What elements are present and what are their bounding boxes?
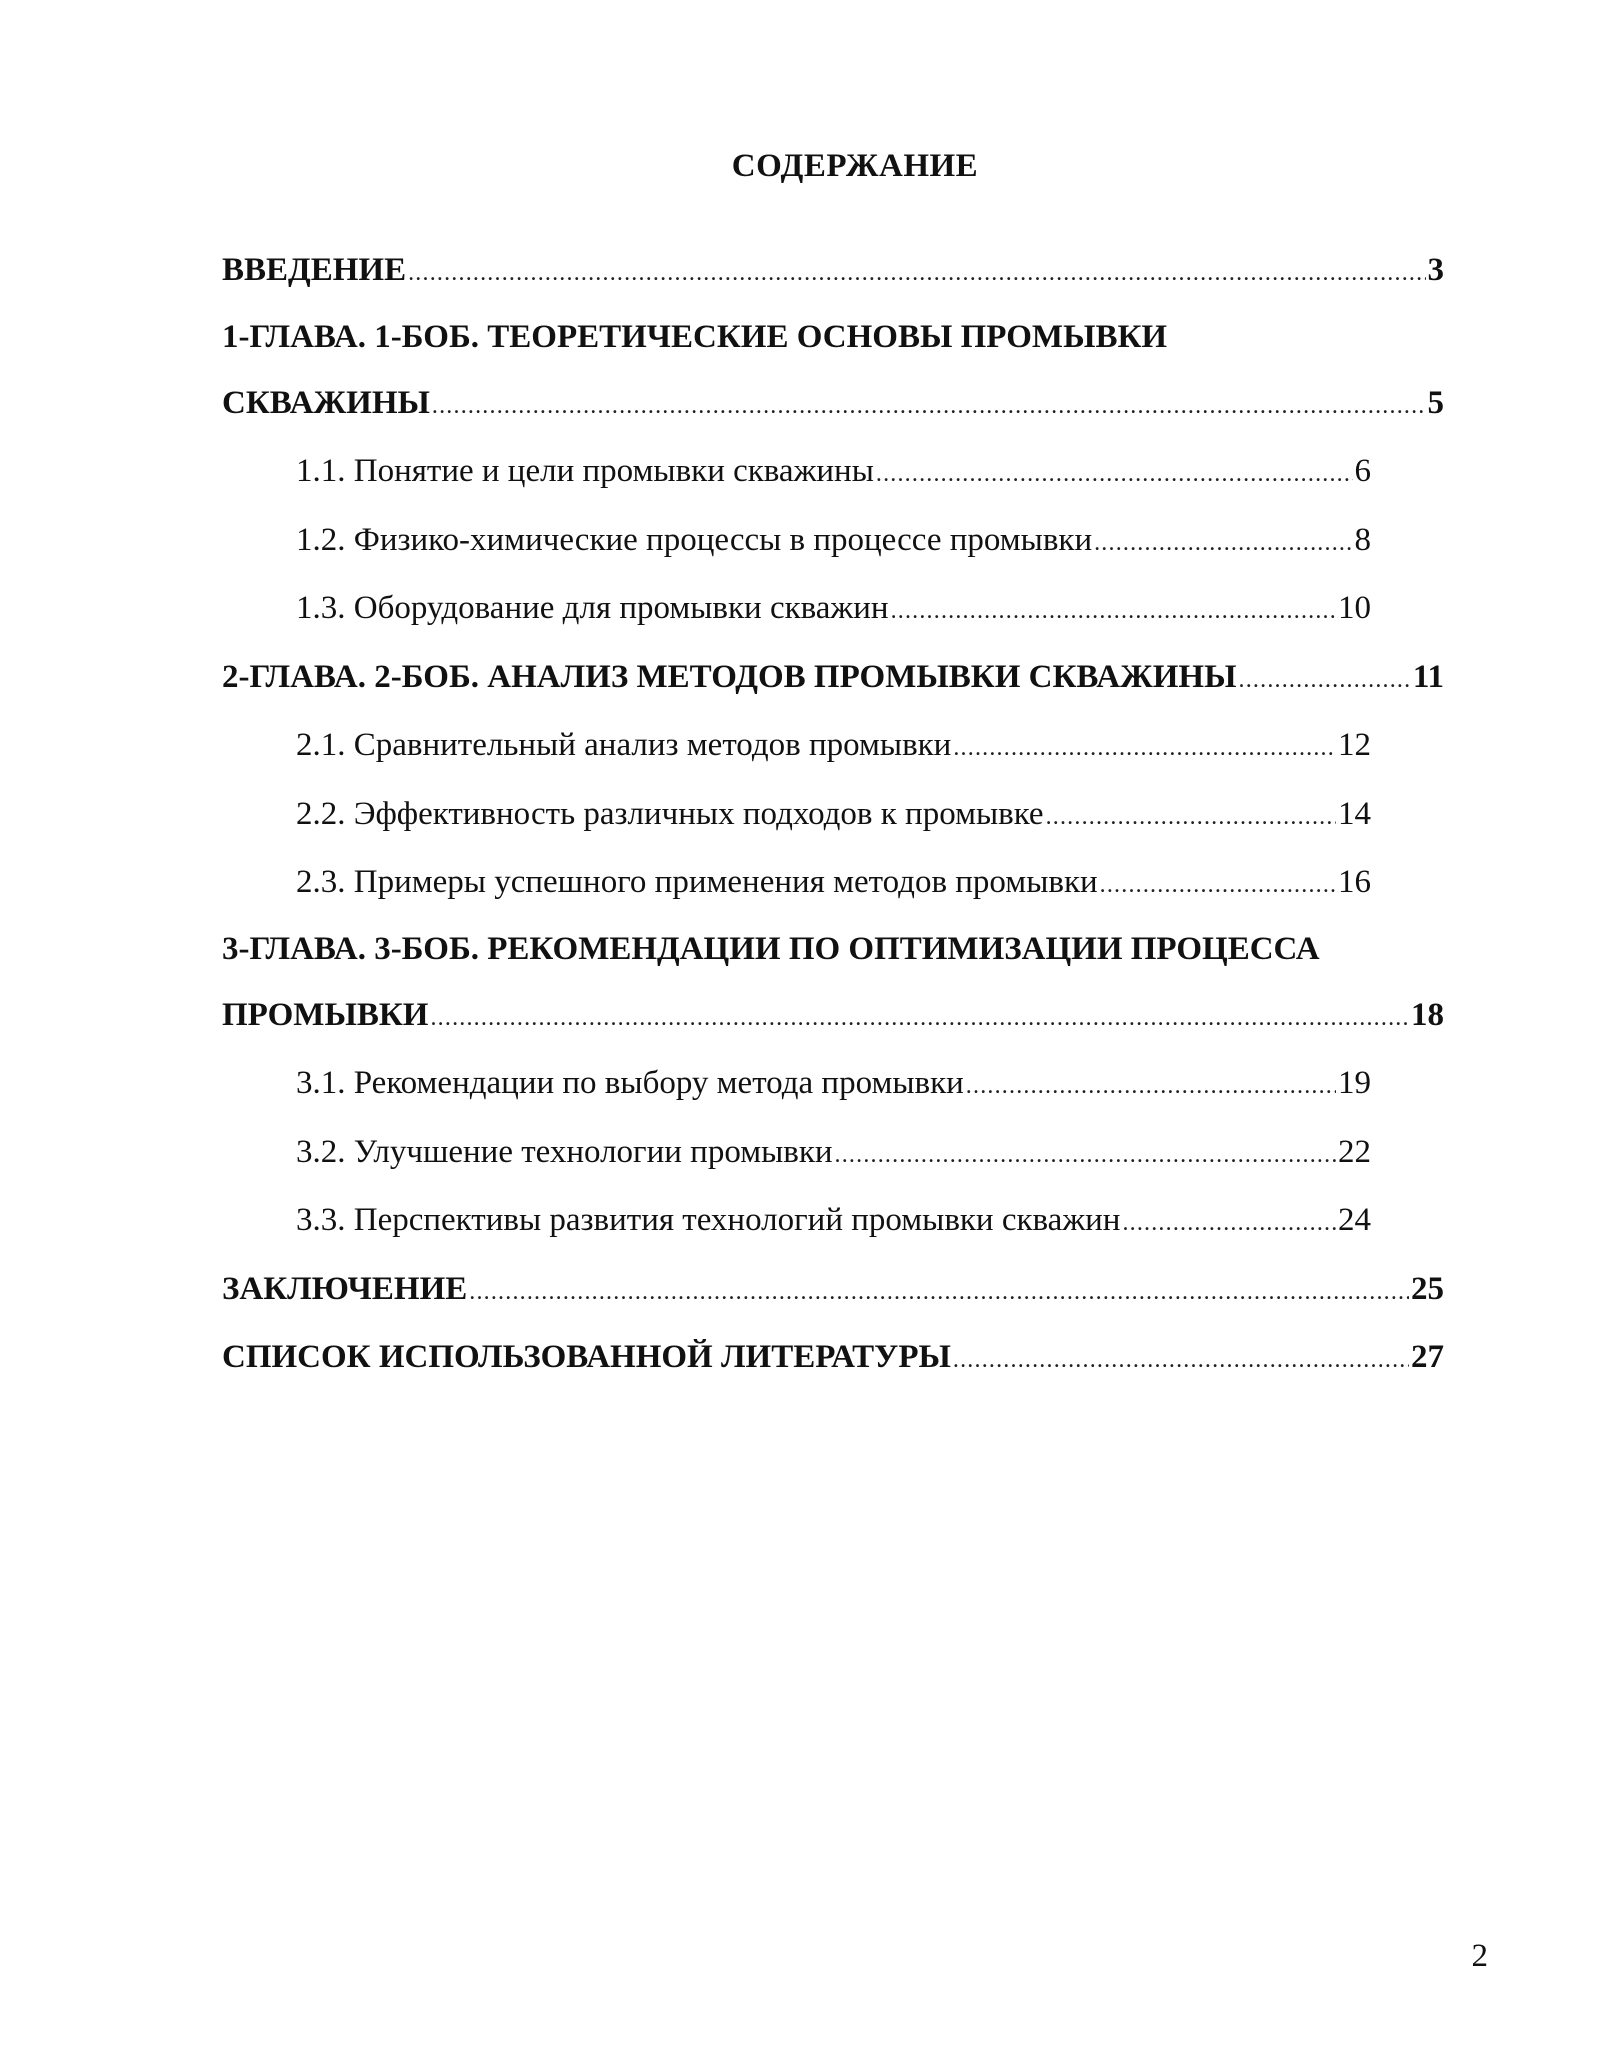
toc-entry-label: 3.3. Перспективы развития технологий промывки скважин [296, 1202, 1121, 1238]
toc-page-number: 18 [1411, 996, 1444, 1033]
toc-leader-dots [835, 1121, 1336, 1187]
toc-entry-chapter-2 [222, 643, 1444, 712]
toc-entry-chapter-3-line-2 [222, 981, 1444, 1050]
toc-leader-dots [469, 1258, 1409, 1324]
toc-entry-references [222, 1323, 1444, 1392]
toc-leader-dots [1094, 509, 1352, 575]
table-of-contents [222, 236, 1444, 1392]
toc-leader-dots [1239, 646, 1411, 712]
toc-entry-section-1-2 [222, 506, 1371, 575]
toc-page-number: 25 [1411, 1270, 1444, 1307]
toc-entry-section-3-3 [222, 1186, 1371, 1255]
toc-leader-dots [430, 984, 1409, 1050]
toc-entry-label: 2.2. Эффективность различных подходов к промывке [296, 795, 1044, 832]
toc-leader-dots [876, 440, 1353, 506]
toc-entry-label: 1.2. Физико-химические процессы в процессе промывки [296, 521, 1093, 558]
toc-entry-conclusion [222, 1255, 1444, 1324]
toc-entry-section-2-3 [222, 848, 1371, 917]
toc-entry-label: ПРОМЫВКИ [222, 996, 429, 1033]
toc-page-number: 16 [1338, 864, 1371, 900]
toc-entry-label: 1.3. Оборудование для промывки скважин [296, 590, 889, 626]
toc-entry-section-2-2 [222, 780, 1371, 849]
toc-leader-dots [891, 577, 1336, 643]
toc-entry-label: ЗАКЛЮЧЕНИЕ [222, 1270, 468, 1307]
toc-entry-label: 3.1. Рекомендации по выбору метода промывки [296, 1065, 964, 1101]
toc-page-number: 19 [1338, 1065, 1371, 1101]
toc-entry-label: 3-ГЛАВА. 3-БОБ. РЕКОМЕНДАЦИИ ПО ОПТИМИЗАЦИИ ПРОЦЕССА [222, 930, 1320, 967]
toc-leader-dots [1122, 1189, 1336, 1255]
toc-page-number: 12 [1338, 727, 1371, 763]
toc-entry-introduction [222, 236, 1444, 305]
toc-entry-chapter-1-line-1 [222, 305, 1444, 369]
toc-leader-dots [408, 239, 1425, 305]
toc-entry-label: ВВЕДЕНИЕ [222, 252, 407, 288]
toc-entry-label: СПИСОК ИСПОЛЬЗОВАННОЙ ЛИТЕРАТУРЫ [222, 1339, 951, 1375]
toc-page-number: 11 [1412, 658, 1444, 695]
toc-entry-section-3-2 [222, 1118, 1371, 1187]
toc-entry-label: 1.1. Понятие и цели промывки скважины [296, 453, 874, 489]
toc-entry-section-2-1 [222, 711, 1371, 780]
toc-page-number: 24 [1338, 1202, 1371, 1238]
page-title: СОДЕРЖАНИЕ [731, 148, 979, 184]
toc-entry-chapter-3-line-1 [222, 917, 1444, 981]
toc-page-number: 8 [1354, 521, 1371, 558]
toc-page-number: 3 [1427, 252, 1444, 288]
toc-leader-dots [432, 372, 1426, 438]
toc-leader-dots [1100, 851, 1336, 917]
toc-entry-label: 2.1. Сравнительный анализ методов промывки [296, 727, 952, 763]
toc-page-number: 6 [1354, 453, 1371, 489]
toc-entry-section-1-3 [222, 574, 1371, 643]
toc-entry-section-3-1 [222, 1049, 1371, 1118]
toc-entry-label: 3.2. Улучшение технологии промывки [296, 1133, 833, 1170]
toc-entry-chapter-1-line-2 [222, 369, 1444, 438]
toc-page-number: 5 [1427, 384, 1444, 421]
toc-entry-label: СКВАЖИНЫ [222, 384, 430, 421]
toc-entry-section-1-1 [222, 437, 1371, 506]
page-number: 2 [1471, 1938, 1488, 1974]
toc-leader-dots [953, 714, 1336, 780]
toc-entry-label: 2.3. Примеры успешного применения методов промывки [296, 864, 1098, 900]
toc-page-number: 10 [1338, 590, 1371, 626]
toc-entry-label: 2-ГЛАВА. 2-БОБ. АНАЛИЗ МЕТОДОВ ПРОМЫВКИ СКВАЖИНЫ [222, 658, 1237, 695]
toc-page-number: 14 [1338, 795, 1371, 832]
toc-entry-label: 1-ГЛАВА. 1-БОБ. ТЕОРЕТИЧЕСКИЕ ОСНОВЫ ПРОМЫВКИ [222, 318, 1168, 355]
toc-leader-dots [953, 1326, 1409, 1392]
toc-leader-dots [966, 1052, 1336, 1118]
toc-page-number: 27 [1411, 1339, 1444, 1375]
toc-leader-dots [1046, 783, 1336, 849]
toc-page-number: 22 [1338, 1133, 1371, 1170]
